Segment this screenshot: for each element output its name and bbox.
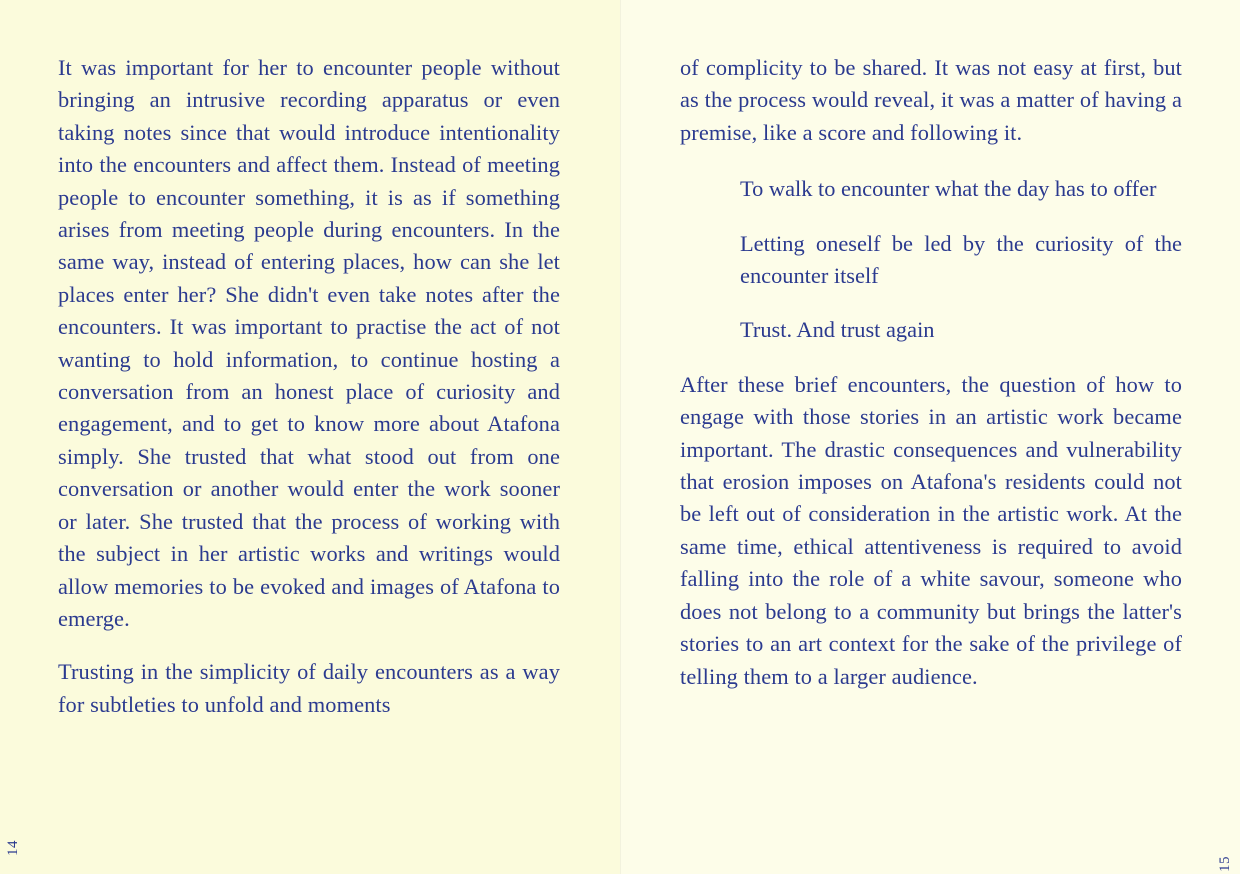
right-page [620,0,1240,874]
verse-line: Letting oneself be led by the curiosity of the encounter itself [740,230,1182,289]
page-number-left: 14 [5,840,21,856]
verse-line: Trust. And trust again [740,317,935,343]
body-paragraph: After these brief encounters, the question of how to engage with those stories in an artistic work became important. The drastic consequences and vulnerability that erosion imposes on Atafona's residents could not be left out of consideration in the artistic work. At the same time, ethical attentiveness is required to avoid falling into the role of a white savour, someone who does not belong to a community but brings the latter's stories to an art context for the sake of the privilege of telling them to a larger audience. [680,371,1182,689]
verse-line: To walk to encounter what the day has to offer [740,176,1157,202]
body-paragraph: Trusting in the simplicity of daily encounters as a way for subtleties to unfold and moments [58,659,560,717]
body-paragraph: It was important for her to encounter people without bringing an intrusive recording apparatus or even taking notes since that would introduce intentionality into the encounters and affect them. Instead of meeting people to encounter something, it is as if something arises from meeting people during encounters. In the same way, instead of entering places, how can she let places enter her? She didn't even take notes after the encounters. It was important to practise the act of not wanting to hold information, to continue hosting a conversation from an honest place of curiosity and engagement, and to get to know more about Atafona simply. She trusted that what stood out from one conversation or another would enter the work sooner or later. She trusted that the process of working with the subject in her artistic works and writings would allow memories to be evoked and images of Atafona to emerge. [58,55,560,631]
body-paragraph-continued: of complicity to be shared. It was not easy at first, but as the process would reveal, it was a matter of having a premise, like a score and following it. [680,55,1182,145]
page-number-right: 15 [1217,856,1233,872]
page-gutter [620,0,621,874]
